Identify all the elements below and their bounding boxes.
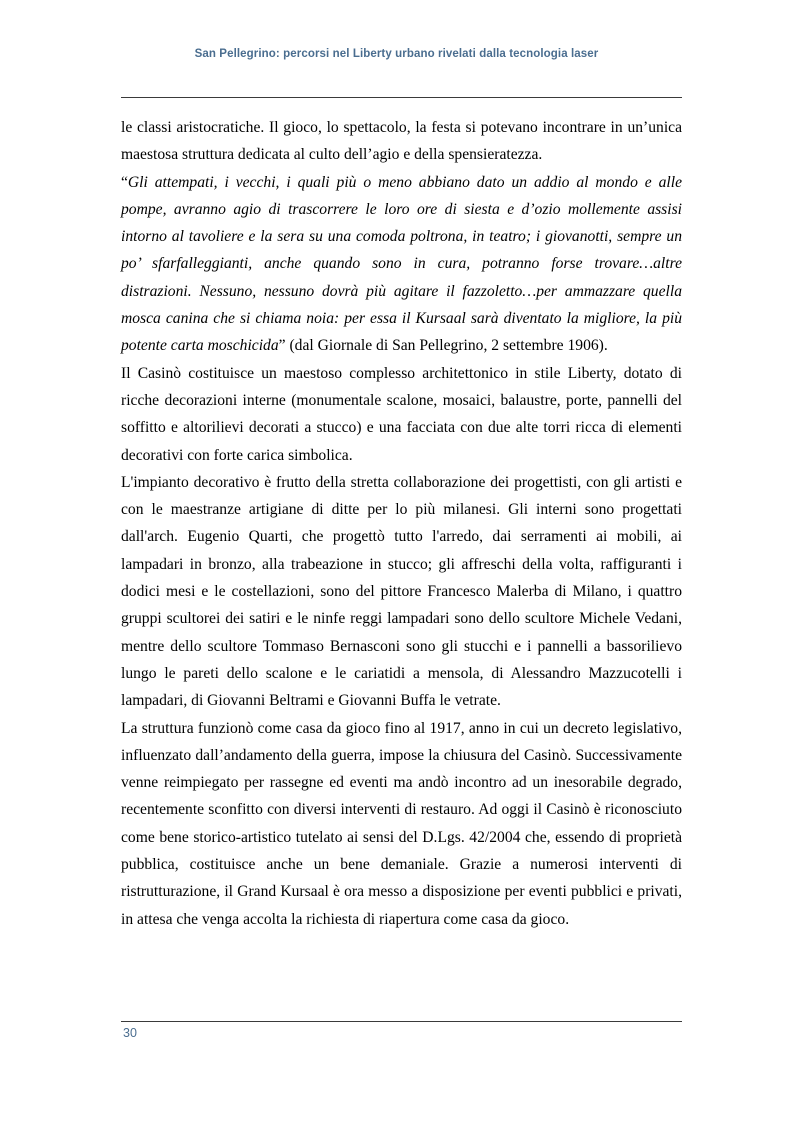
quote-text: Gli attempati, i vecchi, i quali più o meno abbiano dato un addio al mondo e alle pompe, avranno agio di trascorrere le loro ore di siesta e d’ozio mollemente assisi intorno al tavoliere e la sera su una comoda poltrona, in teatro; i giovanotti, sempre un po’ sfarfalleggianti, anche quando sono in cura, potranno forse trovare…altre distrazioni. Nessuno, nessuno dovrà più agitare il fazzoletto…per ammazzare quella mosca canina che si chiama noia: per essa il Kursaal sarà diventato la migliore, la più potente carta moschicida bbox=[121, 173, 682, 355]
quote-citation: ” (dal Giornale di San Pellegrino, 2 settembre 1906). bbox=[278, 337, 608, 355]
paragraph-intro: le classi aristocratiche. Il gioco, lo spettacolo, la festa si potevano incontrare in un’unica maestosa struttura dedicata al culto dell’agio e della spensieratezza. bbox=[121, 119, 682, 164]
footer-divider bbox=[121, 1021, 682, 1022]
paragraph-history: La struttura funzionò come casa da gioco fino al 1917, anno in cui un decreto legislativo, influenzato dall’andamento della guerra, impose la chiusura del Casinò. Successivamente venne reimpiegato per rassegne ed eventi ma andò incontro ad un inesorabile degrado, recentemente sconfitto con diversi interventi di restauro. Ad oggi il Casinò è riconosciuto come bene storico-artistico tutelato ai sensi del D.Lgs. 42/2004 che, essendo di proprietà pubblica, costituisce anche un bene demaniale. Grazie a numerosi interventi di ristrutturazione, il Grand Kursaal è ora messo a disposizione per eventi pubblici e privati, in attesa che venga accolta la richiesta di riapertura come casa da gioco. bbox=[121, 719, 682, 928]
main-text bbox=[121, 114, 682, 933]
running-header: San Pellegrino: percorsi nel Liberty urbano rivelati dalla tecnologia laser bbox=[194, 48, 599, 60]
paragraph-quote bbox=[121, 169, 682, 360]
paragraph-architecture: Il Casinò costituisce un maestoso complesso architettonico in stile Liberty, dotato di ricche decorazioni interne (monumentale scalone, mosaici, balaustre, porte, pannelli del soffitto e altorilievi decorati a stucco) e una facciata con due alte torri ricca di elementi decorativi con forte carica simbolica. bbox=[121, 364, 682, 464]
header-divider bbox=[121, 97, 682, 98]
page-number: 30 bbox=[123, 1026, 137, 1040]
paragraph-decoration: L'impianto decorativo è frutto della stretta collaborazione dei progettisti, con gli artisti e con le maestranze artigiane di ditte per lo più milanesi. Gli interni sono progettati dall'arch. Eugenio Quarti, che progettò tutto l'arredo, dai serramenti ai mobili, ai lampadari in bronzo, alla trabeazione in stucco; gli affreschi della volta, raffiguranti i dodici mesi e le costellazioni, sono del pittore Francesco Malerba di Milano, i quattro gruppi scultorei dei satiri e le ninfe reggi lampadari sono dello scultore Michele Vedani, mentre dello scultore Tommaso Bernasconi sono gli stucchi e i pannelli a bassorilievo lungo le pareti dello scalone e le cariatidi a mensola, di Alessandro Mazzucotelli i lampadari, di Giovanni Beltrami e Giovanni Buffa le vetrate. bbox=[121, 473, 682, 710]
quote-open-mark: “ bbox=[121, 173, 128, 191]
